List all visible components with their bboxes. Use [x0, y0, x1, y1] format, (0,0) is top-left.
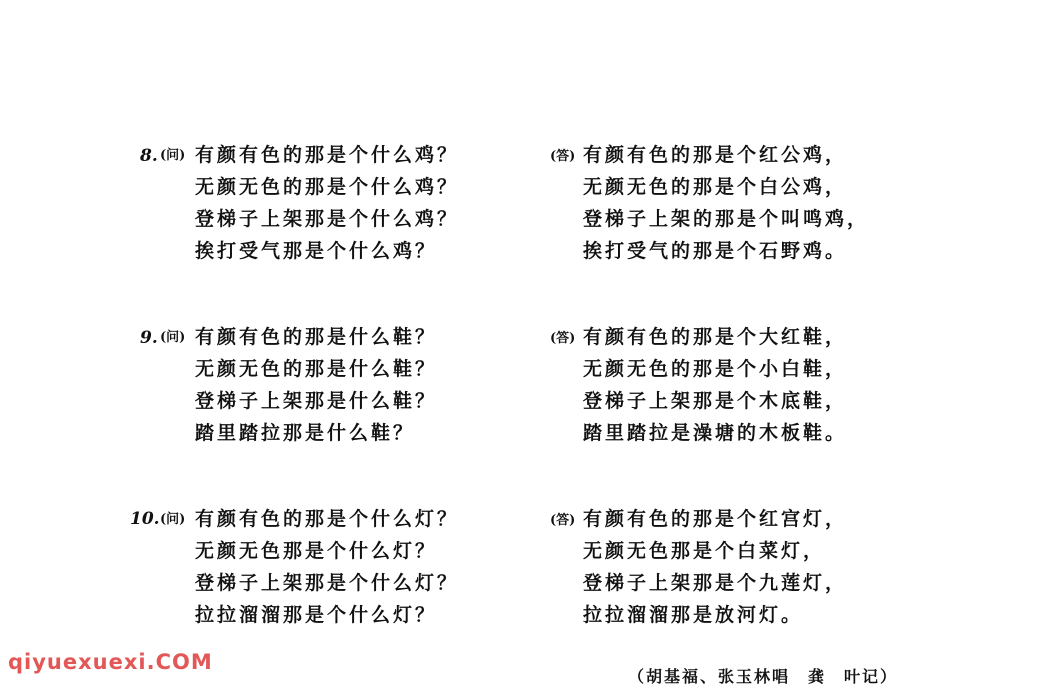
- question-tag: (问): [160, 330, 186, 345]
- question-line: 无颜无色的那是什么鞋？: [195, 358, 438, 380]
- song-number: 9.: [140, 328, 158, 348]
- watermark: qiyuexuexi.COM: [8, 650, 213, 674]
- question-line: 有颜有色的那是个什么灯？: [195, 508, 460, 530]
- question-line: 挨打受气那是个什么鸡？: [195, 240, 438, 262]
- credit-line: （胡基福、张玉林唱 龚 叶记）: [628, 667, 899, 686]
- answer-line: 登梯子上架那是个九莲灯，: [583, 572, 848, 594]
- answer-line: 有颜有色的那是个红宫灯，: [583, 508, 848, 530]
- answer-tag: (答): [550, 331, 576, 346]
- question-line: 踏里踏拉那是什么鞋？: [195, 422, 416, 444]
- question-line: 拉拉溜溜那是个什么灯？: [195, 604, 438, 626]
- question-line: 无颜无色那是个什么灯？: [195, 540, 438, 562]
- answer-tag: (答): [550, 513, 576, 528]
- answer-line: 有颜有色的那是个大红鞋，: [583, 326, 848, 348]
- question-tag: (问): [160, 512, 186, 527]
- song-number: 10.: [130, 509, 160, 529]
- question-line: 登梯子上架那是个什么鸡？: [195, 208, 460, 230]
- question-line: 无颜无色的那是个什么鸡？: [195, 176, 460, 198]
- answer-line: 无颜无色的那是个白公鸡，: [583, 176, 848, 198]
- answer-line: 登梯子上架的那是个叫鸣鸡，: [583, 208, 870, 230]
- answer-line: 无颜无色那是个白菜灯，: [583, 540, 826, 562]
- answer-line: 无颜无色的那是个小白鞋，: [583, 358, 848, 380]
- question-tag: (问): [160, 148, 186, 163]
- answer-tag: (答): [550, 149, 576, 164]
- question-line: 有颜有色的那是什么鞋？: [195, 326, 438, 348]
- question-line: 有颜有色的那是个什么鸡？: [195, 144, 460, 166]
- question-line: 登梯子上架那是什么鞋？: [195, 390, 438, 412]
- answer-line: 挨打受气的那是个石野鸡。: [583, 240, 848, 262]
- question-line: 登梯子上架那是个什么灯？: [195, 572, 460, 594]
- answer-line: 登梯子上架那是个木底鞋，: [583, 390, 848, 412]
- answer-line: 有颜有色的那是个红公鸡，: [583, 144, 848, 166]
- song-number: 8.: [140, 146, 158, 166]
- answer-line: 踏里踏拉是澡塘的木板鞋。: [583, 422, 848, 444]
- answer-line: 拉拉溜溜那是放河灯。: [583, 604, 804, 626]
